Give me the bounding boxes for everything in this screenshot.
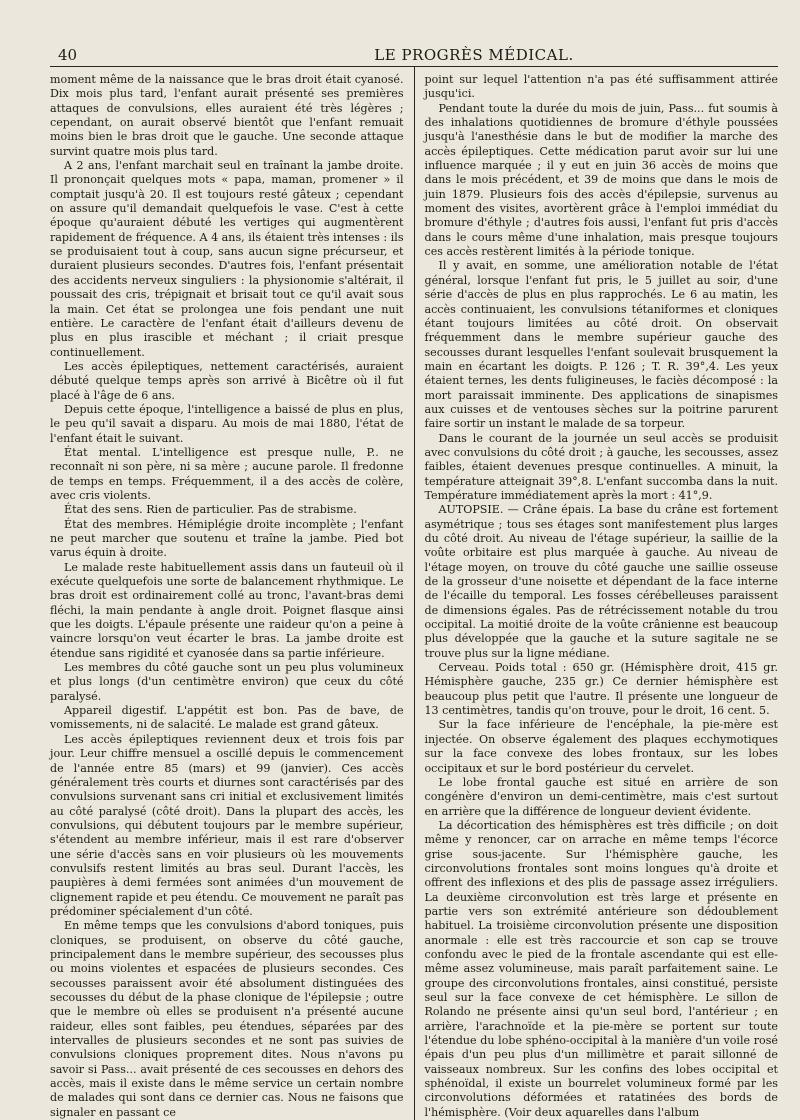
paragraph: La décortication des hémisphères est très difficile ; on doit même y renoncer, car on arrache en même temps l'écorce grise sous-jacente. Sur l'hémisphère gauche, les circonvolutions frontales sont moins longues qu'à droite et offrent des inflexions et des plis de passage assez irréguliers. La deuxième circonvolution est très large et présente en partie vers son extrémité antérieure son dédoublement habituel. La troisième circonvolution présente une disposition anormale : elle est très raccourcie et son cap se trouve confondu avec le pied de la frontale ascendante qui est elle-même assez volumineuse, mais paraît parfaitement saine. Le groupe des circonvolutions frontales, ainsi constitué, persiste seul sur la face convexe de cet hémisphère. Le sillon de Rolando ne présente ainsi qu'un seul bord, l'antérieur ; en arrière, l'arachnoïde et la pie-mère se portent sur toute l'étendue du lobe sphéno-occipital à la manière d'un voile rosé épais d'un peu plus d'un millimètre et parait sillonné de vaisseaux nombreux. Sur les confins des lobes occipital et sphénoïdal, il existe un bourrelet volumineux formé par les circonvolutions déformées et ratatinées des bords de l'hémisphère. (Voir deux aquarelles dans l'album (424, 818, 778, 1119)
right-column (414, 73, 778, 1120)
paragraph: Sur la face inférieure de l'encéphale, la pie-mère est injectée. On observe également des plaques ecchymotiques sur la face convexe des lobes frontaux, sur les lobes occipitaux et sur le bord postérieur du cervelet. (424, 718, 778, 775)
paragraph: A 2 ans, l'enfant marchait seul en traînant la jambe droite. Il prononçait quelques mots « papa, maman, promener » il comptait jusqu'à 20. Il est toujours resté gâteux ; cependant on assure qu'il demandait quelquefois le vase. C'est à cette époque qu'auraient débuté les vertiges qui augmentèrent rapidement de fréquence. A 4 ans, ils étaient très intenses : ils se produisaient tout à coup, sans aucun signe précurseur, et duraient plusieurs secondes. D'autres fois, l'enfant présentait des accidents nerveux singuliers : la physionomie s'altérait, il poussait des cris, trépignait et brisait tout ce qu'il avait sous la main. Cet état se prolongea une fois pendant une nuit entière. Le caractère de l'enfant était d'ailleurs devenu de plus en plus irascible et méchant ; il criait presque continuellement. (50, 159, 404, 359)
journal-title: LE PROGRÈS MÉDICAL. (374, 46, 574, 64)
text-columns (50, 73, 778, 1120)
paragraph: Le lobe frontal gauche est situé en arrière de son congénère d'environ un demi-centimètre, mais c'est surtout en arrière que la différence de longueur devient évidente. (424, 775, 778, 818)
paragraph: État des membres. Hémiplégie droite incomplète ; l'enfant ne peut marcher que soutenu et traîne la jambe. Pied bot varus équin à droite. (50, 517, 404, 560)
paragraph: Cerveau. Poids total : 650 gr. (Hémisphère droit, 415 gr. Hémisphère gauche, 235 gr.) Ce dernier hémisphère est beaucoup plus petit que l'autre. Il présente une longueur de 13 centimètres, tandis qu'on trouve, pour le droit, 16 cent. 5. (424, 661, 778, 718)
paragraph: Les membres du côté gauche sont un peu plus volumineux et plus longs (d'un centimètre environ) que ceux du côté paralysé. (50, 661, 404, 703)
paragraph: État mental. L'intelligence est presque nulle, P.. ne reconnaît ni son père, ni sa mère ; aucune parole. Il fredonne de temps en temps. Fréquemment, il a des accès de colère, avec cris violents. (50, 445, 404, 502)
paragraph: En même temps que les convulsions d'abord toniques, puis cloniques, se produisent, on observe du côté gauche, principalement dans le membre supérieur, des secousses plus ou moins violentes et espacées de plusieurs secondes. Ces secousses paraissent avoir été absolument distinguées des secousses du début de la phase clonique de l'épilepsie ; outre que le membre où elles se produisent n'a présenté aucune raideur, elles sont faibles, peu étendues, séparées par des intervalles de plusieurs secondes et ne sont pas suivies de convulsions cloniques proprement dites. Nous n'avons pu savoir si Pass... avait présenté de ces secousses en dehors des accès, mais il existe dans le même service un certain nombre de malades qui sont dans ce dernier cas. Nous ne faisons que signaler en passant ce (50, 919, 404, 1119)
paragraph: Dans le courant de la journée un seul accès se produisit avec convulsions du côté droit ; à gauche, les secousses, assez faibles, étaient devenues presque continuelles. A minuit, la température atteignait 39°,8. L'enfant succomba dans la nuit. Température immédiatement après la mort : 41°,9. (424, 431, 778, 502)
paragraph: Les accès épileptiques, nettement caractérisés, auraient débuté quelque temps après son arrivé à Bicêtre où il fut placé à l'âge de 6 ans. (50, 359, 404, 402)
running-head (50, 40, 778, 67)
left-column (50, 73, 414, 1120)
paragraph: Le malade reste habituellement assis dans un fauteuil où il exécute quelquefois une sorte de balancement rhythmique. Le bras droit est ordinairement collé au tronc, l'avant-bras demi fléchi, la main pendante à angle droit. Poignet flasque ainsi que les doigts. L'épaule présente une raideur qu'on a peine à vaincre lorsqu'on veut écarter le bras. La jambe droite est étendue sans rigidité et cyanosée dans sa partie inférieure. (50, 560, 404, 660)
paragraph: Les accès épileptiques reviennent deux et trois fois par jour. Leur chiffre mensuel a oscillé depuis le commencement de l'année entre 85 (mars) et 99 (janvier). Ces accès généralement très courts et diurnes sont caractérisés par des convulsions survenant sans cri initial et exclusivement limités au côté paralysé (côté droit). Dans la plupart des accès, les convulsions, qui débutent toujours par le membre supérieur, s'étendent au membre inférieur, mais il est rare d'observer une série d'accès sans en voir plusieurs où les mouvements convulsifs restent limités au bras seul. Durant l'accès, les paupières à demi fermées sont animées d'un mouvement de clignement rapide et peu étendu. Ce mouvement ne paraît pas prédominer spécialement d'un côté. (50, 732, 404, 918)
paragraph: point sur lequel l'attention n'a pas été suffisamment attirée jusqu'ici. (424, 73, 778, 101)
paragraph: moment même de la naissance que le bras droit était cyanosé. Dix mois plus tard, l'enfant aurait présenté ses premières attaques de convulsions, elles auraient été très légères ; cependant, on aurait observé bientôt que l'enfant remuait moins bien le bras droit que le gauche. Une seconde attaque survint quatre mois plus tard. (50, 73, 404, 158)
paragraph: Appareil digestif. L'appétit est bon. Pas de bave, de vomissements, ni de salacité. Le malade est grand gâteux. (50, 704, 404, 732)
paragraph: AUTOPSIE. — Crâne épais. La base du crâne est fortement asymétrique ; tous ses étages sont manifestement plus larges du côté droit. Au niveau de l'étage supérieur, la saillie de la voûte orbitaire est plus marquée à gauche. Au niveau de l'étage moyen, on trouve du côté gauche une saillie osseuse de la grosseur d'une noisette et dépendant de la face interne de l'écaille du temporal. Les fosses cérébelleuses paraissent de dimensions égales. Pas de rétrécissement notable du trou occipital. La moitié droite de la voûte crânienne est beaucoup plus développée que la gauche et la suture sagitale ne se trouve plus sur la ligne médiane. (424, 503, 778, 660)
paragraph: Pendant toute la durée du mois de juin, Pass... fut soumis à des inhalations quotidiennes de bromure d'éthyle poussées jusqu'à l'anesthésie dans le but de modifier la marche des accès épileptiques. Cette médication parut avoir sur lui une influence marquée ; il y eut en juin 36 accès de moins que dans le mois précédent, et 39 de moins que dans le mois de juin 1879. Plusieurs fois des accès d'épilepsie, survenus au moment des visites, avortèrent grâce à l'emploi immédiat du bromure d'éthyle ; d'autres fois aussi, l'enfant fut pris d'accès dans le cours même d'une inhalation, mais presque toujours ces accès restèrent limités à la période tonique. (424, 101, 778, 259)
page-number: 40 (58, 46, 78, 64)
paragraph: État des sens. Rien de particulier. Pas de strabisme. (64, 503, 357, 517)
paragraph: Depuis cette époque, l'intelligence a baissé de plus en plus, le peu qu'il savait a disparu. Au mois de mai 1880, l'état de l'enfant était le suivant. (50, 402, 404, 445)
paragraph: Il y avait, en somme, une amélioration notable de l'état général, lorsque l'enfant fut pris, le 5 juillet au soir, d'une série d'accès de plus en plus rapprochés. Le 6 au matin, les accès continuaient, les convulsions tétaniformes et cloniques étant toujours limitées au côté droit. On observait fréquemment dans le membre supérieur gauche des secousses durant lesquelles l'enfant soulevait brusquement la main en écartant les doigts. P. 126 ; T. R. 39°,4. Les yeux étaient ternes, les dents fuligineuses, le faciès décomposé : la mort paraissait imminente. Des applications de sinapismes aux cuisses et de ventouses sèches sur la poitrine parurent faire sortir un instant le malade de sa torpeur. (424, 259, 778, 431)
